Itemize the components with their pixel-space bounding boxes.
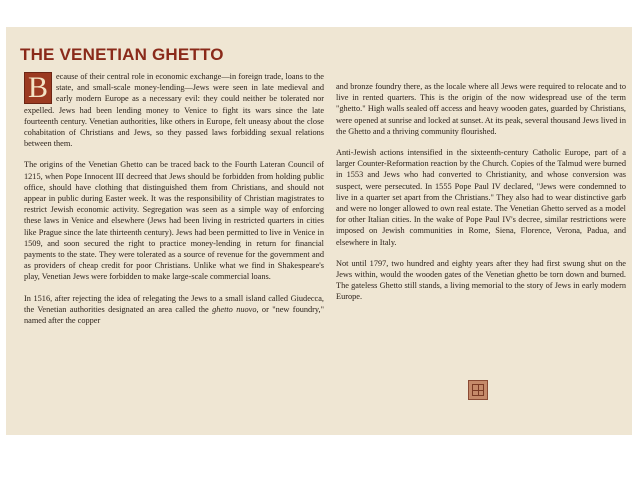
document-page bbox=[6, 27, 632, 435]
paragraph-6: Not until 1797, two hundred and eighty years after they had first swung shut on the Jews within, would the wooden gates of the Venetian ghetto be torn down and burned. The gateless Ghetto still stands, a living memorial to the story of Jews in early modern Europe. bbox=[336, 258, 626, 302]
paragraph-3: In 1516, after rejecting the idea of relegating the Jews to a small island called Giudecca, the Venetian authorities designated an area called the ghetto nuovo, or "new foundry," named after the copper bbox=[24, 293, 324, 326]
paragraph-5: Anti-Jewish actions intensified in the sixteenth-century Catholic Europe, part of a larger Counter-Reformation reaction by the Church. Copies of the Talmud were burned in 1553 and Jews who had converted to Christianity, and whose conversion was suspect, were persecuted. In 1555 Pope Paul IV declared, "Jews were condemned to live in a quarter set apart from the Christians." They also had to wear distinctive garb and were no longer allowed to own real estate. The Venetian Ghetto served as a model for other Italian cities. In the wake of Pope Paul IV's decree, similar restrictions were imposed on Jewish communities in Rome, Siena, Florence, Verona, Padua, and elsewhere in Italy. bbox=[336, 148, 626, 247]
right-column bbox=[336, 81, 626, 313]
paragraph-2: The origins of the Venetian Ghetto can be traced back to the Fourth Lateran Council of 1215, when Pope Innocent III decreed that Jews should be forbidden from holding public office, should have clothing that distinguished them from Christians, and should not appear in public during Easter week. It was the responsibility of Christian magistrates to restrict Jewish economic activity. Segregation was seen as a simple way of enforcing these laws in Venice and elsewhere (Jews had been living in restricted quarters in cities like Prague since the late thirteenth century). Jews had been permitted to live in Venice in 1509, and soon secured the right to practice money-lending in return for financial payments to the state. They were tolerated as a source of revenue for the government and as providers of cheap credit for poor Christians. Unlike what we find in Shakespeare's play, Venetian Jews were forbidden to make large-scale commercial loans. bbox=[24, 160, 324, 282]
paragraph-4: and bronze foundry there, as the locale where all Jews were required to relocate and to live in rented quarters. This is the origin of the now widespread use of the term "ghetto." High walls sealed off access and heavy wooden gates, guarded by Christians, were opened at sunrise and locked at sunset. At its peak, several thousand Jews lived in the Ghetto and a thriving community flourished. bbox=[336, 82, 626, 136]
left-column bbox=[24, 71, 324, 336]
ornament-icon bbox=[468, 380, 488, 400]
paragraph-1: B ecause of their central role in economic exchange—in foreign trade, loans to the state, and small-scale money-lending—Jews were seen in late medieval and early modern Europe as a necessary evil: they could neither be tolerated nor expelled. Jews had been lending money to Venice to fight its wars since the late fourteenth century. Venetian authorities, like others in Europe, felt uneasy about the close cohabitation of Christians and Jews, so they passed laws forbidding sexual relations between them. bbox=[24, 71, 324, 149]
drop-cap: B bbox=[24, 72, 52, 104]
page-title: THE VENETIAN GHETTO bbox=[20, 45, 224, 64]
